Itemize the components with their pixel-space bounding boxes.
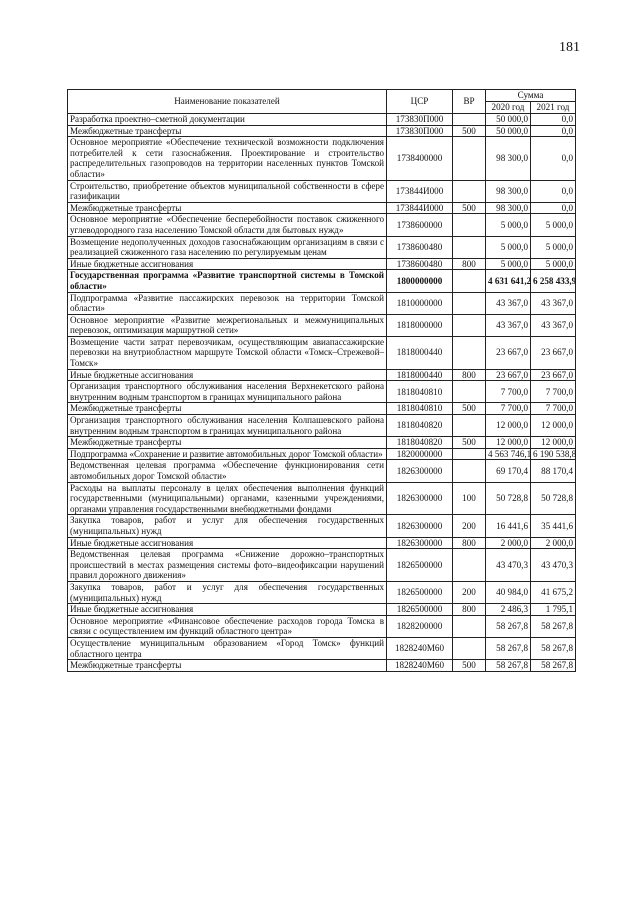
table-row — [68, 270, 576, 292]
row-vr: 500 — [453, 125, 486, 137]
table-row — [68, 460, 576, 482]
row-2021: 23 667,0 — [531, 336, 576, 369]
row-2020: 7 700,0 — [486, 403, 531, 415]
row-vr — [453, 415, 486, 437]
row-2020: 16 441,6 — [486, 515, 531, 537]
row-csr: 1826300000 — [387, 460, 453, 482]
table-row — [68, 482, 576, 515]
table-body — [68, 114, 576, 672]
row-vr: 500 — [453, 403, 486, 415]
row-name: Межбюджетные трансферты — [68, 202, 387, 214]
row-csr: 1826500000 — [387, 581, 453, 603]
row-name: Основное мероприятие «Обеспечение бесперебойности поставок сжиженного углеводородного газа населению Томской области для бытовых нужд» — [68, 214, 387, 236]
row-csr: 173844И000 — [387, 180, 453, 202]
table-row — [68, 314, 576, 336]
row-2021: 0,0 — [531, 202, 576, 214]
row-2020: 40 984,0 — [486, 581, 531, 603]
row-vr — [453, 292, 486, 314]
row-2020: 58 267,8 — [486, 615, 531, 637]
table-row — [68, 202, 576, 214]
row-csr: 173830П000 — [387, 114, 453, 126]
row-2020: 98 300,0 — [486, 180, 531, 202]
row-2020: 5 000,0 — [486, 214, 531, 236]
row-csr: 1738400000 — [387, 137, 453, 180]
table-row — [68, 615, 576, 637]
row-2021: 5 000,0 — [531, 214, 576, 236]
row-name: Межбюджетные трансферты — [68, 437, 387, 449]
row-2021: 1 795,1 — [531, 604, 576, 616]
row-vr: 500 — [453, 660, 486, 672]
row-2020: 4 563 746,1 — [486, 448, 531, 460]
row-csr: 1818040810 — [387, 403, 453, 415]
row-vr: 800 — [453, 604, 486, 616]
table-row — [68, 403, 576, 415]
row-vr — [453, 180, 486, 202]
header-2020: 2020 год — [486, 102, 531, 114]
row-name: Осуществление муниципальным образованием «Город Томск» функций областного центра — [68, 637, 387, 659]
row-csr: 1826300000 — [387, 482, 453, 515]
row-2021: 12 000,0 — [531, 415, 576, 437]
row-name: Организация транспортного обслуживания населения Колпашевского района внутренним водным транспортом в границах муниципального района — [68, 415, 387, 437]
row-csr: 1828200000 — [387, 615, 453, 637]
row-vr — [453, 637, 486, 659]
row-csr: 1738600000 — [387, 214, 453, 236]
table-row — [68, 214, 576, 236]
row-2020: 23 667,0 — [486, 369, 531, 381]
row-2020: 12 000,0 — [486, 437, 531, 449]
row-name: Возмещение части затрат перевозчикам, осуществляющим авиапассажирские перевозки на внутриобластном маршруте Томской области «Томск–Стрежевой–Томск» — [68, 336, 387, 369]
table-row — [68, 637, 576, 659]
table-row — [68, 437, 576, 449]
row-csr: 1826500000 — [387, 604, 453, 616]
row-vr: 800 — [453, 537, 486, 549]
table-row — [68, 292, 576, 314]
row-2021: 6 190 538,8 — [531, 448, 576, 460]
row-2020: 50 728,8 — [486, 482, 531, 515]
row-2021: 7 700,0 — [531, 403, 576, 415]
row-vr — [453, 549, 486, 582]
row-csr: 1818000000 — [387, 314, 453, 336]
row-name: Подпрограмма «Сохранение и развитие автомобильных дорог Томской области» — [68, 448, 387, 460]
row-2020: 2 486,3 — [486, 604, 531, 616]
table-row — [68, 114, 576, 126]
row-2021: 7 700,0 — [531, 381, 576, 403]
row-2021: 5 000,0 — [531, 258, 576, 270]
row-csr: 1810000000 — [387, 292, 453, 314]
row-csr: 1818040820 — [387, 437, 453, 449]
row-2020: 2 000,0 — [486, 537, 531, 549]
row-2021: 43 367,0 — [531, 314, 576, 336]
row-csr: 1826300000 — [387, 537, 453, 549]
table-row — [68, 180, 576, 202]
row-name: Межбюджетные трансферты — [68, 125, 387, 137]
row-name: Закупка товаров, работ и услуг для обеспечения государственных (муниципальных) нужд — [68, 515, 387, 537]
row-2020: 7 700,0 — [486, 381, 531, 403]
row-2021: 0,0 — [531, 114, 576, 126]
row-name: Ведомственная целевая программа «Снижение дорожно–транспортных происшествий в местах размещения системы фото–видеофиксации нарушений правил дорожного движения» — [68, 549, 387, 582]
row-csr: 1800000000 — [387, 270, 453, 292]
row-name: Возмещение недополученных доходов газоснабжающим организациям в связи с реализацией сжиженного газа населению по регулируемым ценам — [68, 236, 387, 258]
table-row — [68, 604, 576, 616]
row-2021: 41 675,2 — [531, 581, 576, 603]
row-2021: 43 367,0 — [531, 292, 576, 314]
table-row — [68, 537, 576, 549]
row-2021: 0,0 — [531, 180, 576, 202]
row-csr: 1828240М60 — [387, 660, 453, 672]
row-name: Разработка проектно–сметной документации — [68, 114, 387, 126]
row-2021: 88 170,4 — [531, 460, 576, 482]
row-2020: 98 300,0 — [486, 202, 531, 214]
row-2021: 2 000,0 — [531, 537, 576, 549]
table-row — [68, 581, 576, 603]
row-2020: 58 267,8 — [486, 660, 531, 672]
row-2021: 58 267,8 — [531, 637, 576, 659]
row-2021: 0,0 — [531, 125, 576, 137]
row-name: Межбюджетные трансферты — [68, 403, 387, 415]
row-name: Расходы на выплаты персоналу в целях обеспечения выполнения функций государственными (муниципальными) органами, казенными учреждениями, органами управления государственными внебюджетными фондами — [68, 482, 387, 515]
row-csr: 1738600480 — [387, 236, 453, 258]
budget-table — [67, 89, 576, 672]
row-2021: 50 728,8 — [531, 482, 576, 515]
row-vr — [453, 615, 486, 637]
row-2020: 98 300,0 — [486, 137, 531, 180]
row-2020: 4 631 641,2 — [486, 270, 531, 292]
table-row — [68, 125, 576, 137]
header-csr: ЦСР — [387, 90, 453, 114]
row-name: Подпрограмма «Развитие пассажирских перевозок на территории Томской области» — [68, 292, 387, 314]
row-csr: 1818000440 — [387, 336, 453, 369]
row-vr: 200 — [453, 581, 486, 603]
row-name: Иные бюджетные ассигнования — [68, 537, 387, 549]
row-csr: 173844И000 — [387, 202, 453, 214]
row-vr — [453, 460, 486, 482]
header-sum: Сумма — [486, 90, 576, 102]
row-2020: 50 000,0 — [486, 114, 531, 126]
header-vr: ВР — [453, 90, 486, 114]
table-row — [68, 258, 576, 270]
row-2020: 43 367,0 — [486, 314, 531, 336]
row-2020: 50 000,0 — [486, 125, 531, 137]
header-2021: 2021 год — [531, 102, 576, 114]
row-name: Государственная программа «Развитие транспортной системы в Томской области» — [68, 270, 387, 292]
row-name: Иные бюджетные ассигнования — [68, 258, 387, 270]
table-row — [68, 415, 576, 437]
row-2021: 5 000,0 — [531, 236, 576, 258]
row-2020: 5 000,0 — [486, 258, 531, 270]
row-2021: 58 267,8 — [531, 615, 576, 637]
row-2021: 58 267,8 — [531, 660, 576, 672]
row-name: Организация транспортного обслуживания населения Верхнекетского района внутренним водным транспортом в границах муниципального района — [68, 381, 387, 403]
row-2020: 69 170,4 — [486, 460, 531, 482]
row-name: Строительство, приобретение объектов муниципальной собственности в сфере газификации — [68, 180, 387, 202]
row-name: Иные бюджетные ассигнования — [68, 369, 387, 381]
row-vr — [453, 270, 486, 292]
row-2021: 43 470,3 — [531, 549, 576, 582]
row-name: Ведомственная целевая программа «Обеспечение функционирования сети автомобильных дорог Томской области» — [68, 460, 387, 482]
row-2020: 5 000,0 — [486, 236, 531, 258]
row-csr: 1818040820 — [387, 415, 453, 437]
table-row — [68, 336, 576, 369]
row-vr — [453, 214, 486, 236]
row-vr — [453, 336, 486, 369]
page-number: 181 — [559, 40, 580, 55]
row-vr — [453, 381, 486, 403]
row-vr: 200 — [453, 515, 486, 537]
row-csr: 1826300000 — [387, 515, 453, 537]
row-name: Основное мероприятие «Развитие межрегиональных и межмуниципальных перевозок, оптимизация маршрутной сети» — [68, 314, 387, 336]
table-row — [68, 448, 576, 460]
row-2021: 0,0 — [531, 137, 576, 180]
table-row — [68, 515, 576, 537]
row-vr — [453, 448, 486, 460]
row-2021: 23 667,0 — [531, 369, 576, 381]
row-2020: 58 267,8 — [486, 637, 531, 659]
row-2021: 35 441,6 — [531, 515, 576, 537]
row-name: Основное мероприятие «Обеспечение технической возможности подключения потребителей к сети газоснабжения. Проектирование и строительство распределительных газопроводов на территории населенных пунктов Томской области» — [68, 137, 387, 180]
row-vr — [453, 114, 486, 126]
row-2021: 12 000,0 — [531, 437, 576, 449]
row-csr: 1818040810 — [387, 381, 453, 403]
row-2020: 23 667,0 — [486, 336, 531, 369]
row-vr: 800 — [453, 258, 486, 270]
row-csr: 1820000000 — [387, 448, 453, 460]
row-vr — [453, 314, 486, 336]
row-name: Межбюджетные трансферты — [68, 660, 387, 672]
table-row — [68, 660, 576, 672]
table-row — [68, 137, 576, 180]
row-vr: 800 — [453, 369, 486, 381]
header-name: Наименование показателей — [68, 90, 387, 114]
row-2021: 6 258 433,9 — [531, 270, 576, 292]
row-vr — [453, 236, 486, 258]
row-2020: 12 000,0 — [486, 415, 531, 437]
row-csr: 1828240М60 — [387, 637, 453, 659]
row-2020: 43 367,0 — [486, 292, 531, 314]
table-row — [68, 549, 576, 582]
table-row — [68, 381, 576, 403]
row-csr: 1818000440 — [387, 369, 453, 381]
row-vr — [453, 137, 486, 180]
row-2020: 43 470,3 — [486, 549, 531, 582]
row-csr: 1826500000 — [387, 549, 453, 582]
row-csr: 173830П000 — [387, 125, 453, 137]
row-csr: 1738600480 — [387, 258, 453, 270]
row-vr: 500 — [453, 202, 486, 214]
row-name: Иные бюджетные ассигнования — [68, 604, 387, 616]
row-vr: 100 — [453, 482, 486, 515]
row-vr: 500 — [453, 437, 486, 449]
table-row — [68, 236, 576, 258]
row-name: Закупка товаров, работ и услуг для обеспечения государственных (муниципальных) нужд — [68, 581, 387, 603]
table-row — [68, 369, 576, 381]
row-name: Основное мероприятие «Финансовое обеспечение расходов города Томска в связи с осуществлением им функций областного центра» — [68, 615, 387, 637]
